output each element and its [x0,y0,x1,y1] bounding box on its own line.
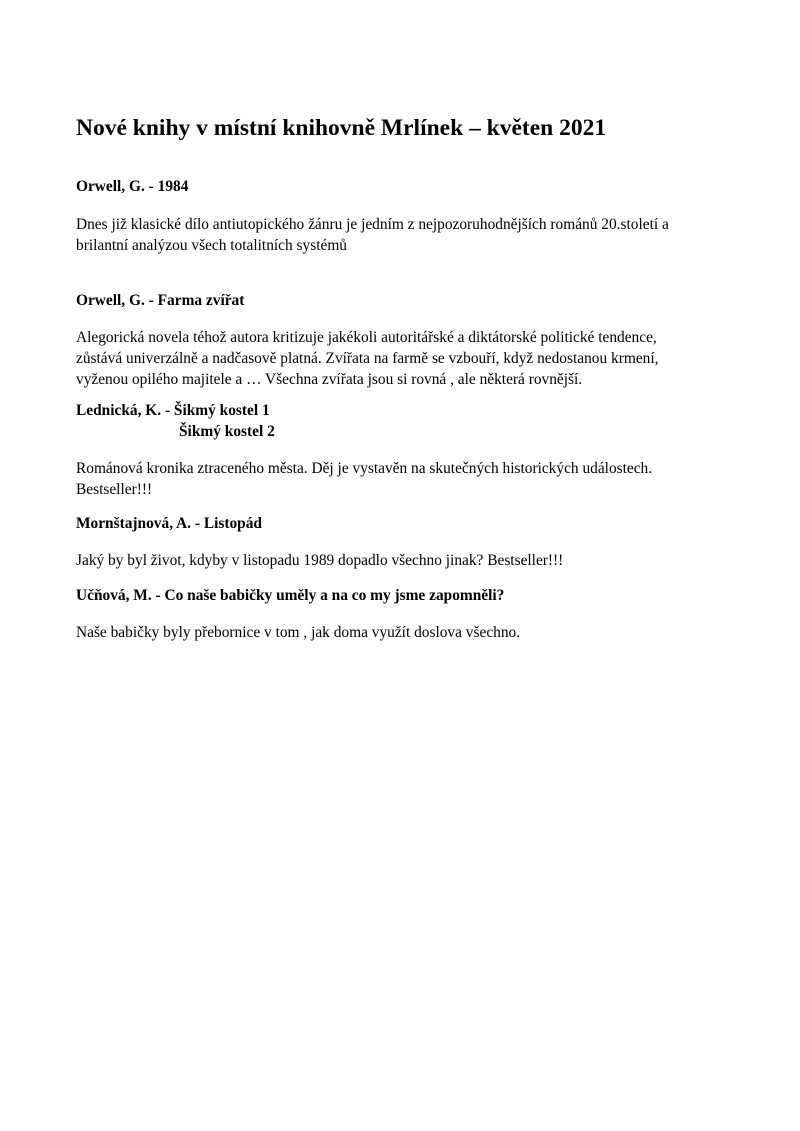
book-description-listopad: Jaký by byl život, kdyby v listopadu 1989 dopadlo všechno jinak? Bestseller!!! [76,552,564,569]
book-description-farma-zvirat-line-3: vyženou opilého majitele a … Všechna zvířata jsou si rovná , ale některá rovnější. [76,371,583,388]
book-description-farma-zvirat-line-2: zůstává univerzálně a nadčasově platná. Zvířata na farmě se vzbouří, když nedostanou krmení, [76,350,659,367]
book-heading-farma-zvirat: Orwell, G. - Farma zvířat [76,292,245,309]
book-heading-listopad: Mornštajnová, A. - Listopád [76,515,262,532]
book-description-farma-zvirat-line-1: Alegorická novela téhož autora kritizuje jakékoli autoritářské a diktátorské politické tendence, [76,329,657,346]
book-description-sikmy-kostel-line-1: Románová kronika ztraceného města. Děj je vystavěn na skutečných historických událostech. [76,460,653,477]
book-description-sikmy-kostel-line-2: Bestseller!!! [76,481,153,498]
book-description-1984-line-2: brilantní analýzou všech totalitních systémů [76,237,347,254]
book-description-babicky: Naše babičky byly přebornice v tom , jak doma využít doslova všechno. [76,624,521,641]
book-heading-1984: Orwell, G. - 1984 [76,178,189,195]
book-description-1984-line-1: Dnes již klasické dílo antiutopického žánru je jedním z nejpozoruhodnějších románů 20.století a [76,216,669,233]
page-title: Nové knihy v místní knihovně Mrlínek – květen 2021 [76,115,607,141]
book-heading-sikmy-kostel: Lednická, K. - Šikmý kostel 1 [76,402,270,419]
book-subheading-sikmy-kostel-2: Šikmý kostel 2 [179,423,275,440]
book-heading-babicky: Učňová, M. - Co naše babičky uměly a na co my jsme zapomněli? [76,587,505,604]
